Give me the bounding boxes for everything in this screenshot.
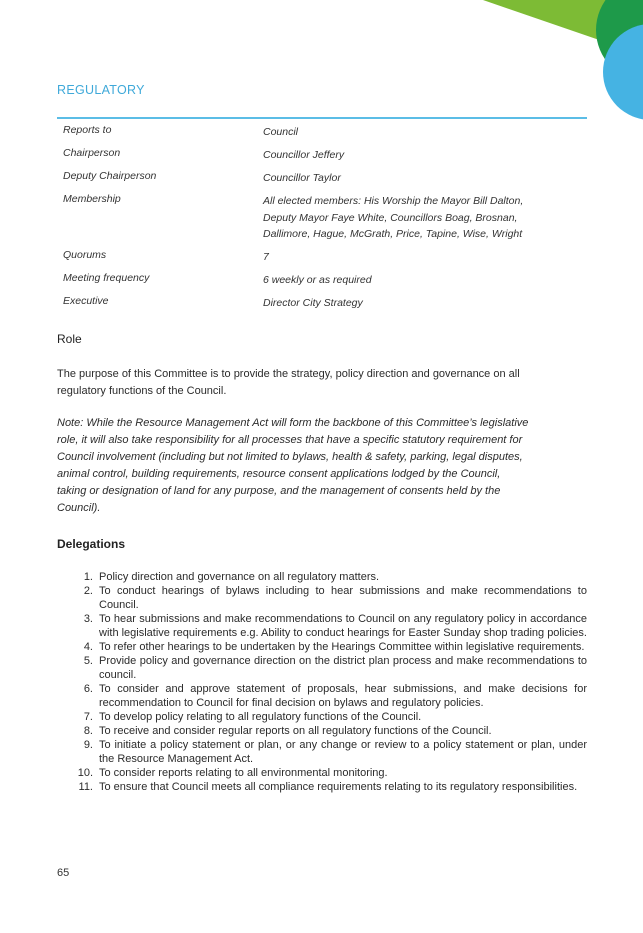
info-label: Executive <box>63 295 109 307</box>
info-row-membership <box>57 193 587 243</box>
list-item-text: To refer other hearings to be undertaken by the Hearings Committee within legislative requirements. <box>99 641 585 653</box>
membership-line: All elected members: His Worship the Mayor Bill Dalton, <box>263 195 524 207</box>
info-row-executive <box>57 295 587 312</box>
info-value: Councillor Jeffery <box>263 149 345 161</box>
role-paragraph <box>57 366 587 400</box>
note-line: taking or designation of land for any purpose, and the management of consents held by the <box>57 485 501 497</box>
list-item-number: 4. <box>83 641 93 653</box>
info-row-reports-to <box>57 124 587 141</box>
info-label: Meeting frequency <box>63 272 150 284</box>
info-label: Deputy Chairperson <box>63 170 157 182</box>
list-item <box>57 738 587 766</box>
list-item-number: 3. <box>83 613 93 625</box>
list-item <box>57 570 587 584</box>
info-row-deputy-chairperson <box>57 170 587 187</box>
list-item-text: Policy direction and governance on all regulatory matters. <box>99 571 380 583</box>
list-item <box>57 654 587 682</box>
list-item <box>57 682 587 710</box>
list-item-text: To hear submissions and make recommendations to Council on any regulatory policy in accordance with legislative requirements e.g. Ability to conduct hearings for Easter Sunday shop trading policies. <box>99 613 587 639</box>
list-item-number: 10. <box>77 767 93 779</box>
info-row-chairperson <box>57 147 587 164</box>
section-title: REGULATORY <box>57 83 145 97</box>
info-value: Councillor Taylor <box>263 172 341 184</box>
list-item-text: To develop policy relating to all regulatory functions of the Council. <box>99 711 422 723</box>
membership-line: Dallimore, Hague, McGrath, Price, Tapine, Wise, Wright <box>263 228 523 240</box>
list-item-text: To ensure that Council meets all compliance requirements relating to its regulatory responsibilities. <box>99 781 578 793</box>
list-item-text: To consider and approve statement of proposals, hear submissions, and make decisions for recommendation to Council for final decision on bylaws and regulatory policies. <box>99 683 587 709</box>
info-value: 7 <box>263 251 269 263</box>
list-item-number: 5. <box>83 655 93 667</box>
page-number: 65 <box>57 867 70 879</box>
list-item-number: 1. <box>83 571 93 583</box>
list-item-text: To initiate a policy statement or plan, or any change or review to a policy statement or plan, under the Resource Management Act. <box>99 739 587 765</box>
list-item-text: To receive and consider regular reports on all regulatory functions of the Council. <box>99 725 492 737</box>
list-item-text: To conduct hearings of bylaws including to hear submissions and make recommendations to Council. <box>99 585 587 611</box>
role-note-paragraph <box>57 415 587 517</box>
note-line: animal control, building requirements, resource consent applications lodged by the Council, <box>57 468 501 480</box>
info-label: Quorums <box>63 249 107 261</box>
info-value: 6 weekly or as required <box>263 274 372 286</box>
list-item-number: 6. <box>83 683 93 695</box>
delegations-list <box>57 570 587 794</box>
note-line: Council). <box>57 502 101 514</box>
note-line: role, it will also take responsibility for all processes that have a specific statutory requirement for <box>57 434 523 446</box>
note-line: Note: While the Resource Management Act will form the backbone of this Committee’s legislative <box>57 417 529 429</box>
note-line: Council involvement (including but not limited to bylaws, health & safety, parking, legal disputes, <box>57 451 523 463</box>
info-label: Chairperson <box>63 147 121 159</box>
list-item-text: To consider reports relating to all environmental monitoring. <box>99 767 388 779</box>
corner-decoration <box>483 0 643 120</box>
list-item-number: 9. <box>83 739 93 751</box>
delegations-heading: Delegations <box>57 537 126 551</box>
info-value: Council <box>263 126 299 138</box>
list-item-number: 7. <box>83 711 93 723</box>
committee-info-table <box>57 117 587 312</box>
role-heading: Role <box>57 332 82 346</box>
list-item <box>57 584 587 612</box>
info-label: Reports to <box>63 124 112 136</box>
list-item-number: 11. <box>78 781 93 793</box>
list-item <box>57 710 587 724</box>
list-item-number: 8. <box>83 725 93 737</box>
list-item <box>57 766 587 780</box>
info-value <box>263 193 581 243</box>
info-row-meeting-frequency <box>57 272 587 289</box>
role-line: regulatory functions of the Council. <box>57 385 227 397</box>
membership-line: Deputy Mayor Faye White, Councillors Boag, Brosnan, <box>263 211 518 224</box>
list-item <box>57 724 587 738</box>
list-item-text: Provide policy and governance direction on the district plan process and make recommendations to council. <box>99 655 587 681</box>
info-value: Director City Strategy <box>263 297 363 309</box>
role-line: The purpose of this Committee is to provide the strategy, policy direction and governance on all <box>57 368 520 380</box>
info-label: Membership <box>63 193 121 205</box>
list-item-number: 2. <box>83 585 93 597</box>
list-item <box>57 780 587 794</box>
list-item <box>57 640 587 654</box>
list-item <box>57 612 587 640</box>
info-row-quorums <box>57 249 587 266</box>
